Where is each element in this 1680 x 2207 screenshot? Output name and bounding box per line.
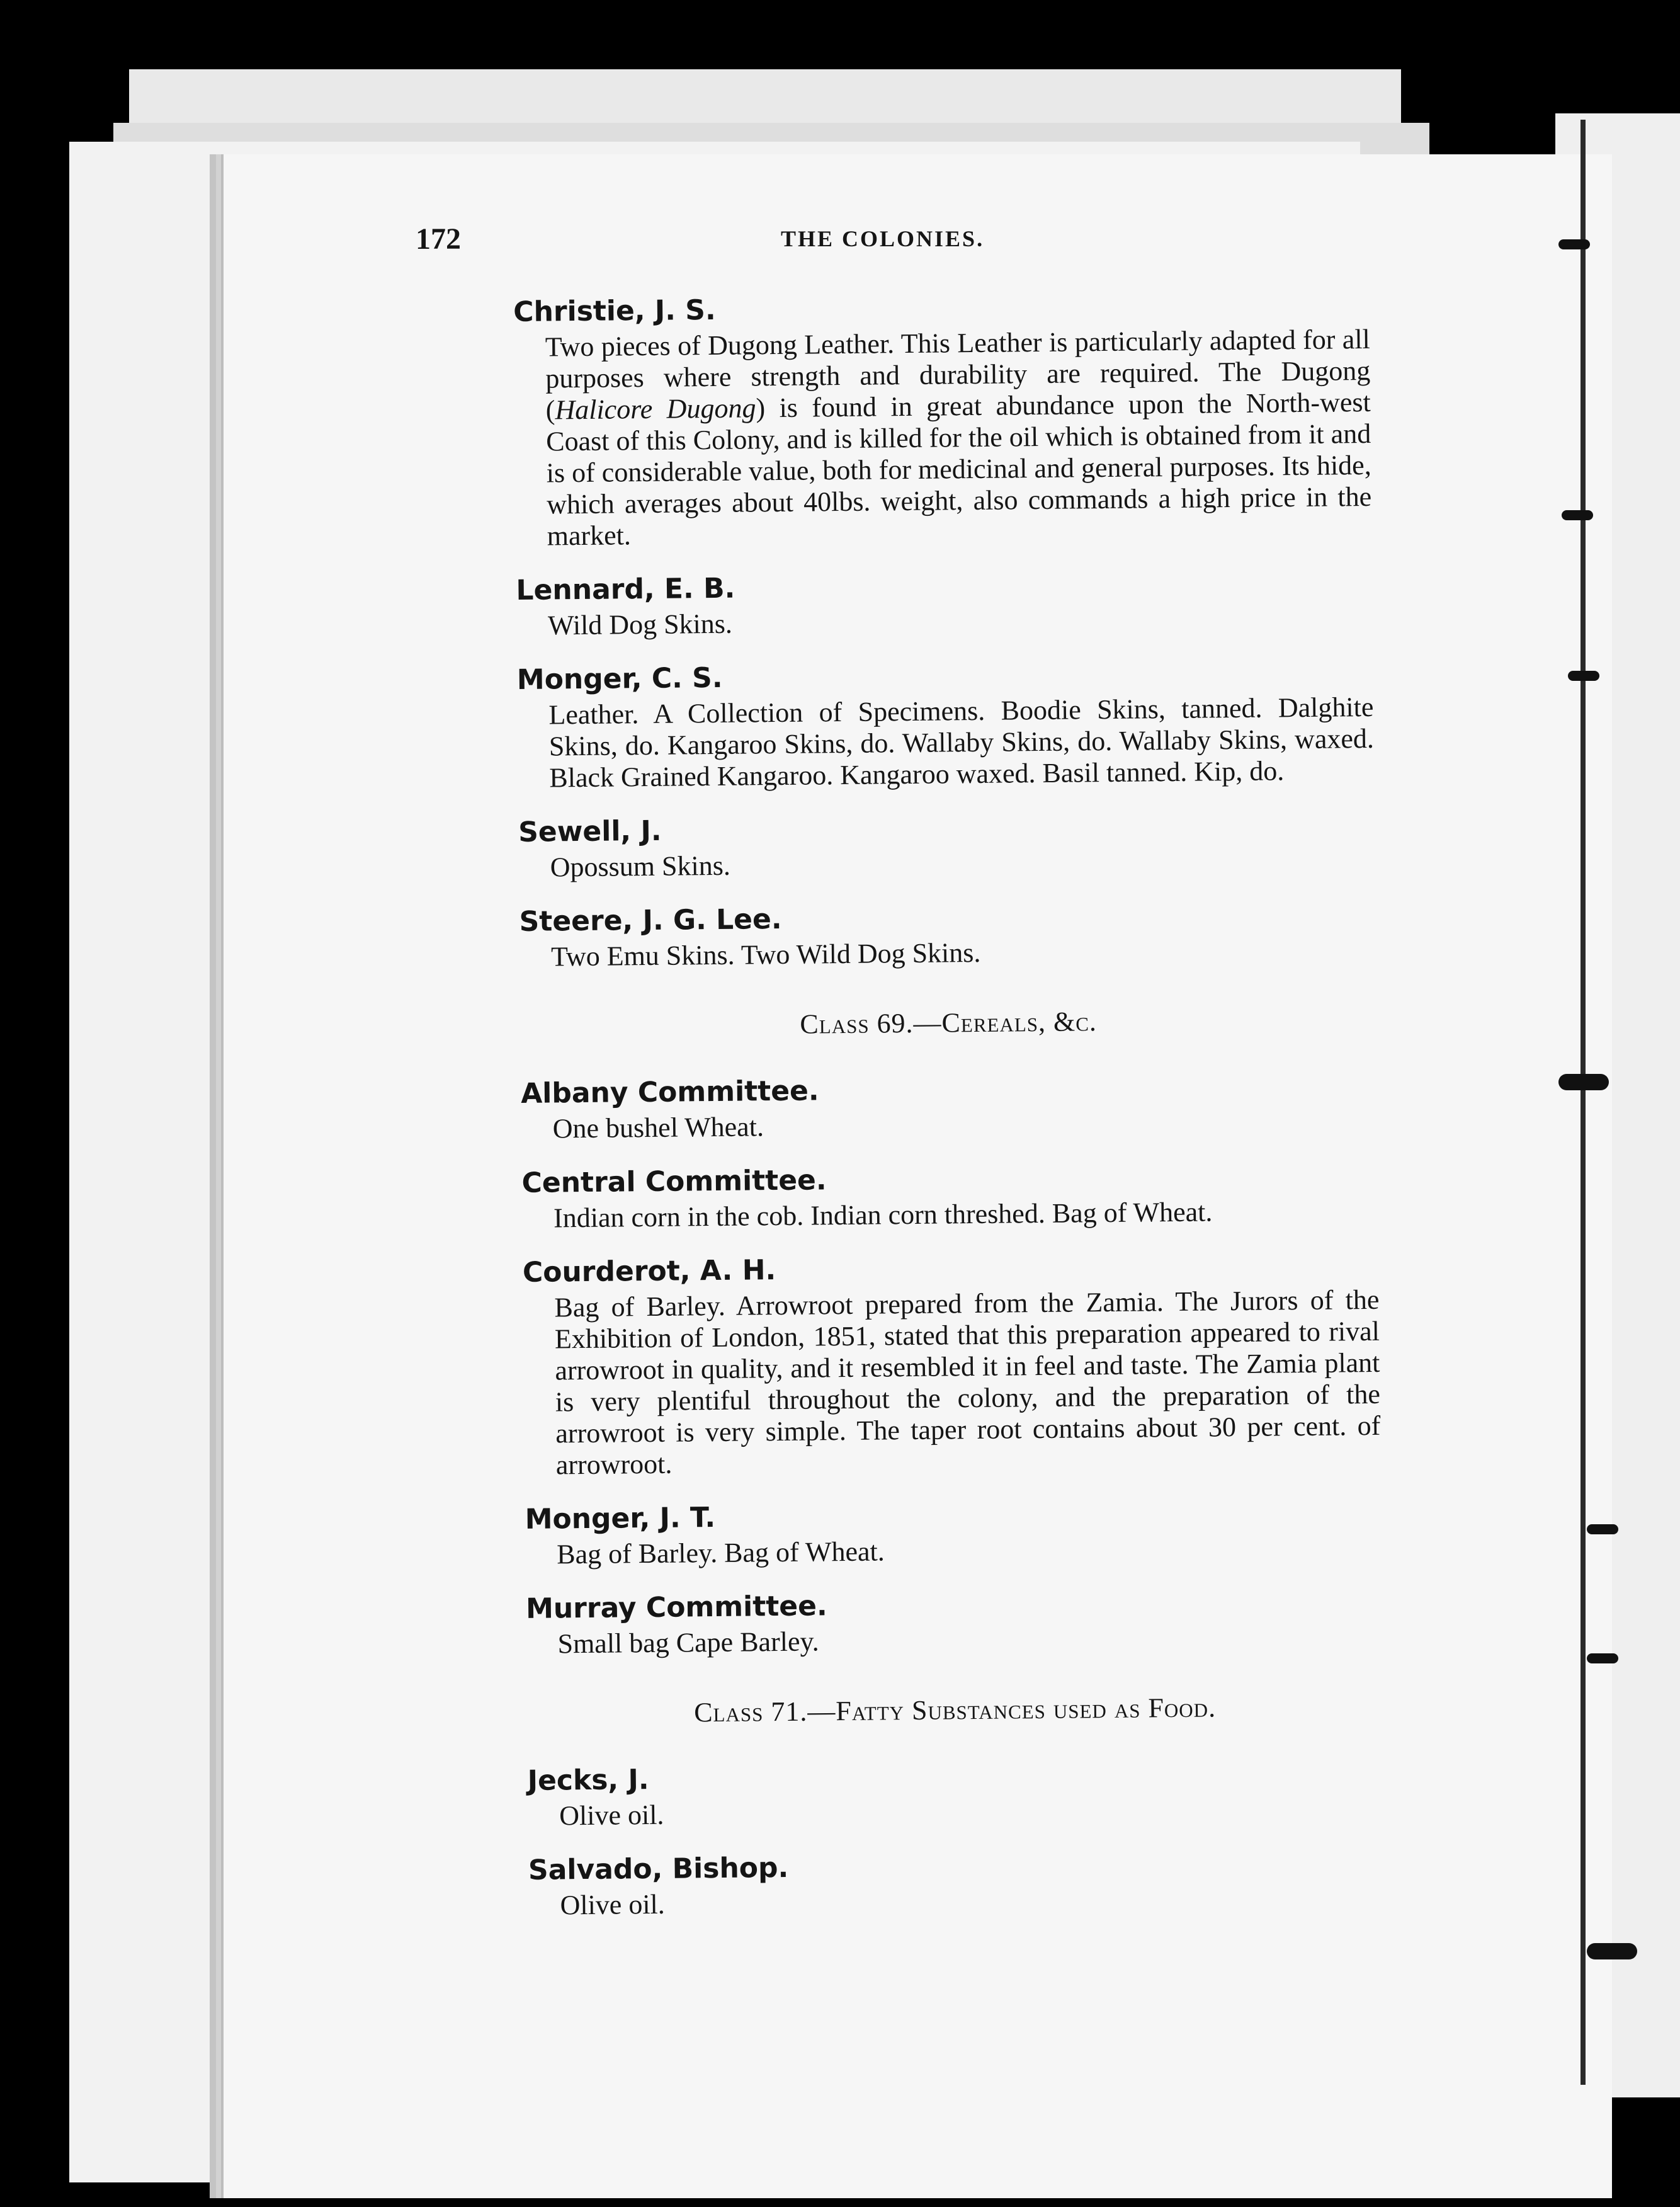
list-item bbox=[527, 1754, 1384, 1832]
list-item bbox=[517, 653, 1375, 794]
exhibit-description: One bushel Wheat. bbox=[552, 1111, 764, 1144]
binding-stitch bbox=[1562, 510, 1593, 520]
exhibit-description: Indian corn in the cob. Indian corn threshed. Bag of Wheat. bbox=[553, 1196, 1213, 1234]
binding-stitch bbox=[1587, 1653, 1618, 1663]
exhibit-description: Opossum Skins. bbox=[550, 850, 731, 883]
exhibit-description: Two pieces of Dugong Leather. This Leather is particularly adapted for all purposes where strength and durability are required. The Dugong (Halicore Dugong) is found in great abundance upon the North-west Coast of this Colony, and is killed for the oil which is obtained from it and is of considerable value, both for medicinal and general purposes. Its hide, which averages about 40lbs. weight, also commands a high price in the market. bbox=[545, 323, 1372, 552]
exhibitor-name: Murray Committee. bbox=[525, 1590, 827, 1625]
list-item bbox=[521, 1156, 1378, 1235]
exhibitor-name: Albany Committee. bbox=[520, 1075, 819, 1110]
species-name: Halicore Dugong bbox=[555, 392, 756, 426]
list-item bbox=[518, 805, 1375, 884]
exhibitor-name: Monger, J. T. bbox=[525, 1502, 716, 1536]
running-title: THE COLONIES. bbox=[781, 226, 985, 251]
exhibitor-name: Sewell, J. bbox=[518, 814, 662, 848]
class-heading: Class 71.—Fatty Substances used as Food. bbox=[693, 1692, 1217, 1728]
exhibit-description: Two Emu Skins. Two Wild Dog Skins. bbox=[550, 937, 981, 972]
exhibit-description: Olive oil. bbox=[559, 1799, 664, 1832]
page-number: 172 bbox=[416, 222, 461, 256]
exhibitor-name: Courderot, A. H. bbox=[522, 1254, 776, 1289]
binding-stitch bbox=[1558, 239, 1590, 249]
list-item bbox=[516, 563, 1373, 642]
binding-stitch bbox=[1587, 1943, 1637, 1959]
list-item bbox=[523, 1245, 1381, 1481]
exhibit-description: Wild Dog Skins. bbox=[547, 608, 733, 641]
list-item bbox=[519, 894, 1376, 973]
exhibit-description: Olive oil. bbox=[560, 1888, 666, 1921]
binding-stitch bbox=[1558, 1074, 1609, 1090]
exhibitor-name: Salvado, Bishop. bbox=[528, 1851, 789, 1886]
exhibitor-name: Steere, J. G. Lee. bbox=[519, 903, 782, 938]
exhibitor-name: Christie, J. S. bbox=[513, 294, 716, 328]
list-item bbox=[513, 285, 1372, 552]
exhibit-description: Bag of Barley. Bag of Wheat. bbox=[556, 1536, 885, 1570]
binding-stitch bbox=[1568, 671, 1599, 681]
exhibitor-name: Central Committee. bbox=[521, 1164, 827, 1199]
exhibitor-name: Jecks, J. bbox=[527, 1764, 649, 1797]
exhibit-description: Leather. A Collection of Specimens. Boodie Skins, tanned. Dalghite Skins, do. Kangaroo Skins, do. Wallaby Skins, do. Wallaby Skins, waxed. Black Grained Kangaroo. Kangaroo waxed. Basil tanned. Kip, do. bbox=[548, 691, 1375, 794]
list-item bbox=[528, 1843, 1385, 1922]
page-body bbox=[513, 285, 1385, 1941]
exhibit-description: Bag of Barley. Arrowroot prepared from the Zamia. The Jurors of the Exhibition of London, 1851, stated that this preparation appeared to rival arrowroot in quality, and it resembled it in feel and taste. The Zamia plant is very plentiful throughout the colony, and the preparation of the arrowroot is very simple. The taper root contains about 30 per cent. of arrowroot. bbox=[554, 1284, 1381, 1481]
exhibitor-name: Lennard, E. B. bbox=[516, 572, 735, 607]
binding-spine bbox=[1581, 120, 1586, 2085]
list-item bbox=[521, 1066, 1378, 1145]
list-item bbox=[525, 1492, 1382, 1571]
binding-stitch bbox=[1587, 1524, 1618, 1534]
class-heading: Class 69.—Cereals, &c. bbox=[800, 1006, 1098, 1040]
list-item bbox=[526, 1582, 1383, 1660]
exhibit-description: Small bag Cape Barley. bbox=[557, 1626, 819, 1660]
exhibitor-name: Monger, C. S. bbox=[516, 661, 723, 696]
